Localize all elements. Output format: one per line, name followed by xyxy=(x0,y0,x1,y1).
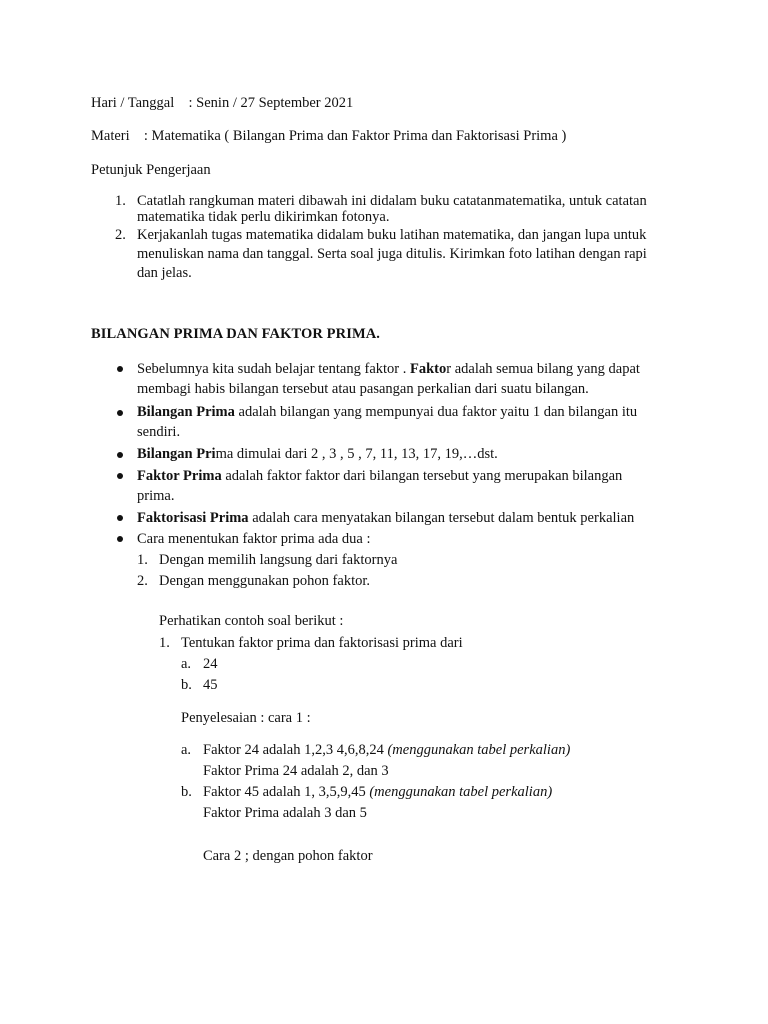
answer-line xyxy=(203,783,552,802)
bullet-line: prima. xyxy=(137,488,175,504)
bullet-line: membagi habis bilangan tersebut atau pasangan perkalian dari suatu bilangan. xyxy=(137,381,589,397)
bullet-line xyxy=(137,445,498,464)
date-value: : Senin / 27 September 2021 xyxy=(188,95,354,111)
answer-line: Faktor Prima adalah 3 dan 5 xyxy=(203,805,367,821)
bullet-text: adalah bilangan yang mempunyai dua faktor yaitu 1 dan bilangan itu xyxy=(234,404,638,420)
bullet-bold-term: Faktorisasi Prima xyxy=(137,510,249,526)
bullet-dot xyxy=(117,473,123,479)
method-number: 1. xyxy=(137,552,148,568)
materi-value: : Matematika ( Bilangan Prima dan Faktor Prima dan Faktorisasi Prima ) xyxy=(143,128,567,144)
bullet-line xyxy=(137,403,637,422)
method-number: 2. xyxy=(137,573,148,589)
bullet-line: Cara menentukan faktor prima ada dua : xyxy=(137,531,371,547)
option-value: 45 xyxy=(203,677,218,693)
instruction-line: dan jelas. xyxy=(137,265,192,281)
bullet-bold-term: Bilangan Pri xyxy=(137,446,216,462)
instructions-title: Petunjuk Pengerjaan xyxy=(91,162,211,178)
option-value: 24 xyxy=(203,656,218,672)
answer-line: Faktor Prima 24 adalah 2, dan 3 xyxy=(203,763,389,779)
instruction-line: menuliskan nama dan tanggal. Serta soal juga ditulis. Kirimkan foto latihan dengan rapi xyxy=(137,246,647,262)
method-text: Dengan memilih langsung dari faktornya xyxy=(159,552,398,568)
example-intro: Perhatikan contoh soal berikut : xyxy=(159,613,344,629)
bullet-line: sendiri. xyxy=(137,424,181,440)
cara2-line: Cara 2 ; dengan pohon faktor xyxy=(203,848,373,864)
option-letter: a. xyxy=(181,656,192,672)
bullet-dot xyxy=(117,536,123,542)
answer-note: (menggunakan tabel perkalian) xyxy=(387,742,571,758)
bullet-dot xyxy=(117,452,123,458)
bullet-text: adalah cara menyatakan bilangan tersebut dalam bentuk perkalian xyxy=(248,510,635,526)
question-number: 1. xyxy=(159,635,170,651)
bullet-line xyxy=(137,467,622,486)
instruction-number: 1. xyxy=(115,193,126,209)
bullet-text: Sebelumnya kita sudah belajar tentang faktor . xyxy=(137,361,410,377)
bullet-bold-term: Fakto xyxy=(410,361,447,377)
bullet-dot xyxy=(117,366,123,372)
section-title: BILANGAN PRIMA DAN FAKTOR PRIMA. xyxy=(91,326,381,342)
bullet-dot xyxy=(117,515,123,521)
answer-text: Faktor 24 adalah 1,2,3 4,6,8,24 xyxy=(203,742,388,758)
solution-title: Penyelesaian : cara 1 : xyxy=(181,710,311,726)
answer-line xyxy=(203,741,570,760)
bullet-dot xyxy=(117,410,123,416)
question-text: Tentukan faktor prima dan faktorisasi prima dari xyxy=(181,635,463,651)
instruction-line: Catatlah rangkuman materi dibawah ini didalam buku catatanmatematika, untuk catatan xyxy=(137,193,647,209)
bullet-bold-term: Faktor Prima xyxy=(137,468,222,484)
answer-note: (menggunakan tabel perkalian) xyxy=(369,784,553,800)
answer-text: Faktor 45 adalah 1, 3,5,9,45 xyxy=(203,784,370,800)
materi-line xyxy=(91,127,566,146)
answer-letter: a. xyxy=(181,742,192,758)
bullet-text: adalah faktor faktor dari bilangan tersebut yang merupakan bilangan xyxy=(221,468,623,484)
instruction-number: 2. xyxy=(115,227,126,243)
bullet-bold-term: Bilangan Prima xyxy=(137,404,235,420)
bullet-line xyxy=(137,360,640,379)
option-letter: b. xyxy=(181,677,192,693)
instruction-line: Kerjakanlah tugas matematika didalam buku latihan matematika, dan jangan lupa untuk xyxy=(137,227,647,243)
date-label: Hari / Tanggal xyxy=(91,95,175,111)
date-line xyxy=(91,94,353,113)
bullet-text: r adalah semua bilang yang dapat xyxy=(446,361,640,377)
materi-label: Materi xyxy=(91,128,130,144)
method-text: Dengan menggunakan pohon faktor. xyxy=(159,573,371,589)
instruction-line: matematika tidak perlu dikirimkan fotonya. xyxy=(137,209,390,225)
bullet-line xyxy=(137,509,634,528)
answer-letter: b. xyxy=(181,784,192,800)
bullet-text: ma dimulai dari 2 , 3 , 5 , 7, 11, 13, 17, 19,…dst. xyxy=(215,446,498,462)
